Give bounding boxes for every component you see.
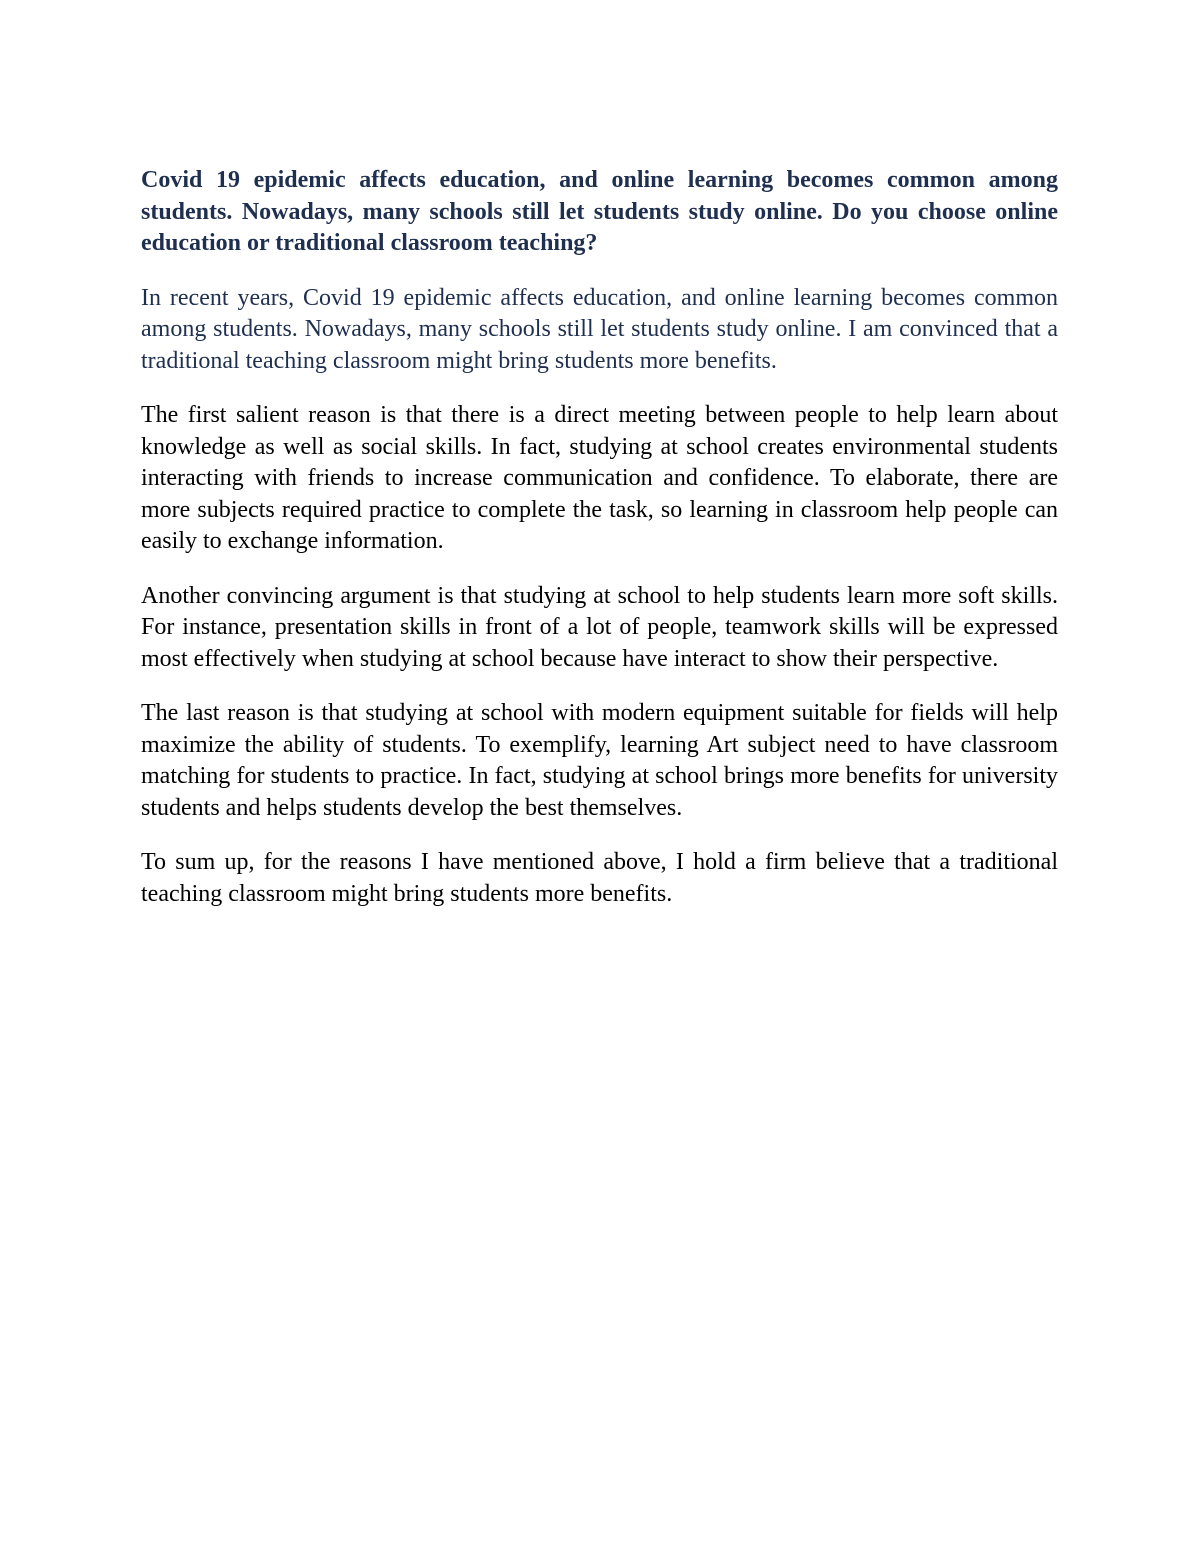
paragraph-second-reason: Another convincing argument is that studying at school to help students learn more soft skills. For instance, presentation skills in front of a lot of people, teamwork skills will be expressed most effectively when studying at school because have interact to show their perspective.: [141, 582, 1058, 672]
document-body: [141, 165, 1058, 933]
paragraph-first-reason: The first salient reason is that there is a direct meeting between people to help learn about knowledge as well as social skills. In fact, studying at school creates environmental students interacting with friends to increase communication and confidence. To elaborate, there are more subjects required practice to complete the task, so learning in classroom help people can easily to exchange information.: [141, 402, 1058, 554]
paragraph-introduction: In recent years, Covid 19 epidemic affects education, and online learning becomes common among students. Nowadays, many schools still let students study online. I am convinced that a traditional teaching classroom might bring students more benefits.: [141, 284, 1058, 374]
essay-question: Covid 19 epidemic affects education, and online learning becomes common among students. Nowadays, many schools still let students study online. Do you choose online education or traditional classroom teaching?: [141, 167, 1058, 256]
paragraph-conclusion: To sum up, for the reasons I have mentioned above, I hold a firm believe that a traditional teaching classroom might bring students more benefits.: [141, 849, 1058, 907]
paragraph-third-reason: The last reason is that studying at school with modern equipment suitable for fields will help maximize the ability of students. To exemplify, learning Art subject need to have classroom matching for students to practice. In fact, studying at school brings more benefits for university students and helps students develop the best themselves.: [141, 700, 1058, 821]
